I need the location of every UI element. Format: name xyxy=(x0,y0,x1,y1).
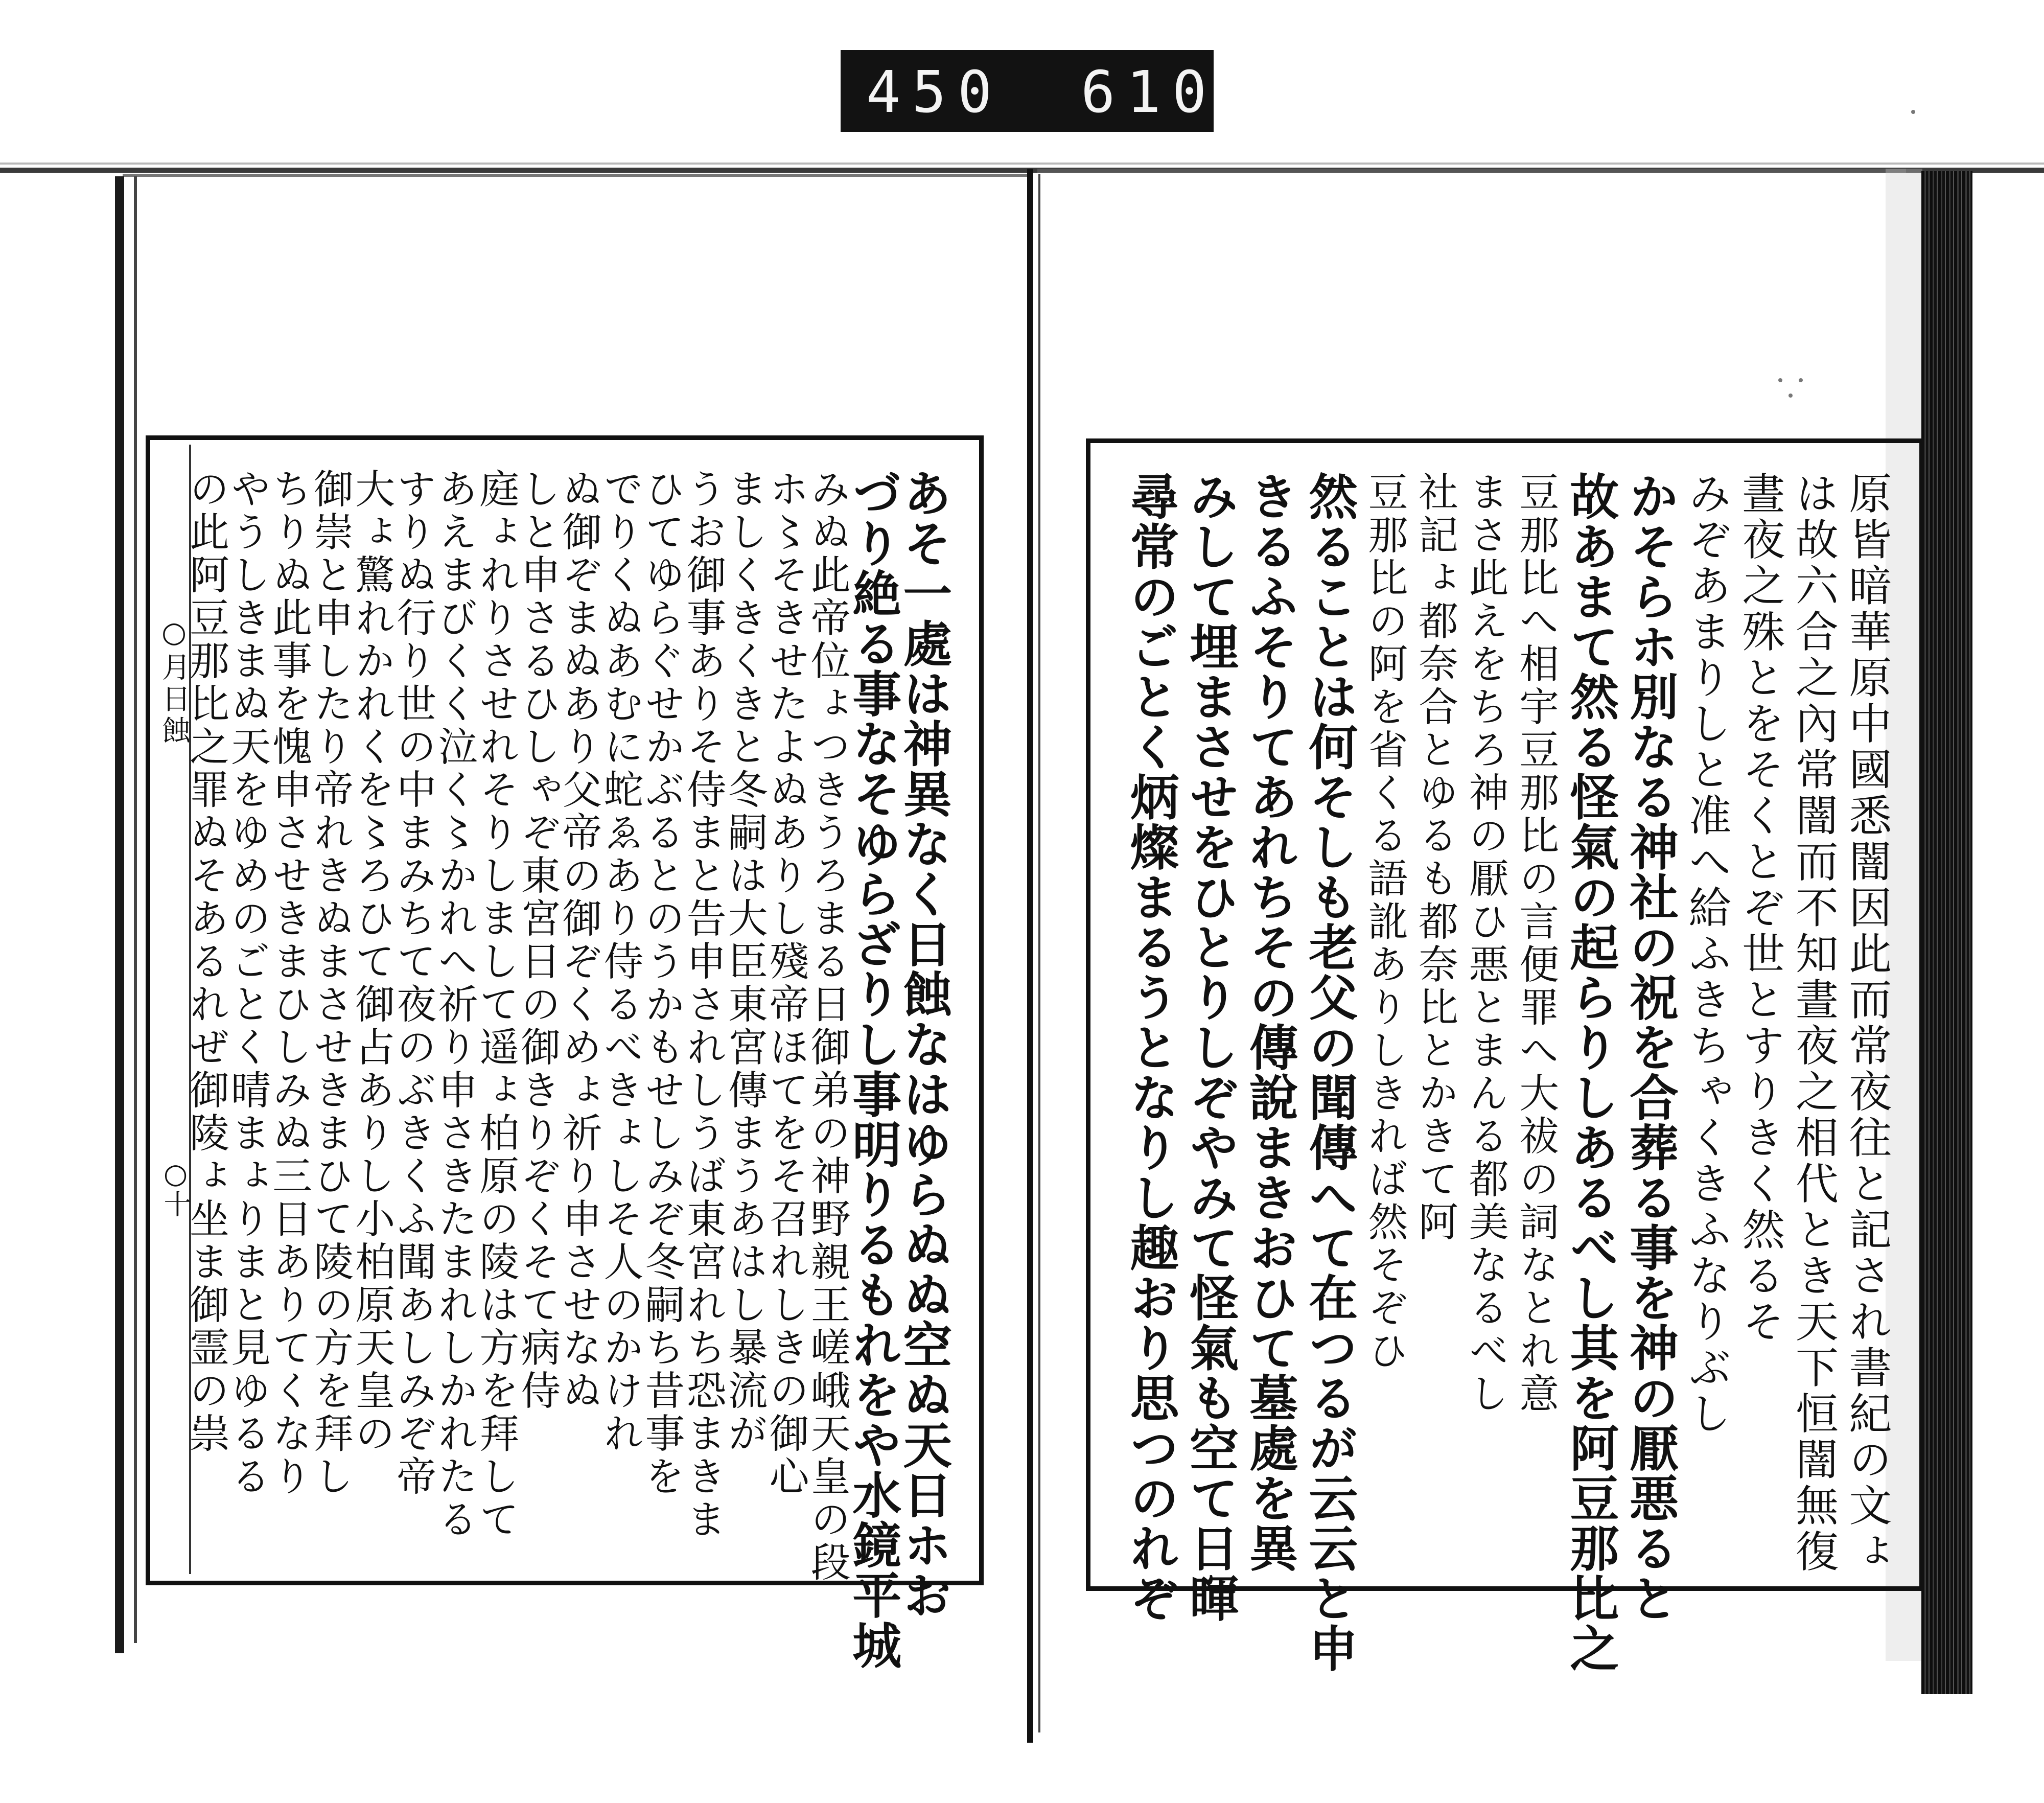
text-column: 原皆暗華原中國悉闇因此而常夜往と記され書紀の文ょ xyxy=(1842,471,1892,1575)
text-column: 御崇と申したり帝れきぬまさせきまひて陵の方を拜し xyxy=(307,468,354,1498)
left-page-text-frame xyxy=(146,435,984,1670)
text-column: 尋常のごとく炳燦まるうとなりし趣おり思つのれぞ xyxy=(1122,471,1180,1623)
text-column: でりくぬあむに蛇ゑあり侍るべきょしそ人のかけれ xyxy=(597,468,643,1455)
accession-number-left: 450 xyxy=(866,59,1004,126)
scan-shadow-line xyxy=(0,163,2044,165)
text-column: 大ょ驚れかれくを〻ろひて御占ありし小柏原天皇の xyxy=(349,468,395,1455)
right-page-columns xyxy=(1122,471,1892,1673)
text-column: かそらホ別なる神社の祝を合葬る事を神の厭悪ると xyxy=(1621,471,1680,1623)
left-page-side-title: ○月日蝕 xyxy=(157,616,191,747)
text-column: あえまびくく泣く〻かれへ祈り申さきたまれしかれたる xyxy=(431,468,478,1541)
text-column: ぬ御ぞまぬあり父帝の御ぞくめょ祈り申させなぬ xyxy=(555,468,602,1413)
text-column: みぞあまりしと准へ給ふきちゃくきふなりぶし xyxy=(1682,471,1732,1437)
text-column: ちりぬ此事を愧申させきまひしみぬ三日ありてくなり xyxy=(266,468,312,1498)
text-column: 故あまて然る怪氣の起らりしあるべし其を阿豆那比之 xyxy=(1562,471,1620,1673)
text-column: しと申さるひしゃぞ東宮日の御きりぞくそて病侍 xyxy=(514,468,561,1413)
text-column: 豆那比の阿を省くる語訛ありしきれば然そぞひ xyxy=(1361,471,1408,1373)
text-column: きるふそりてあれちその傳說まきおひて墓處を異 xyxy=(1241,471,1299,1573)
text-column: 然ることは何そしも老父の聞傳へて在つるが云云と申 xyxy=(1300,471,1359,1673)
text-column: 社記ょ都奈合とゆるも都奈比とかきて阿 xyxy=(1412,471,1458,1244)
scan-speck xyxy=(1911,110,1915,114)
text-column: ひてゆらぐせかぶるとのうかもせしみぞ冬嗣ち昔事を xyxy=(638,468,685,1498)
text-column: 晝夜之殊とをそくとぞ世とすりきく然るそ xyxy=(1735,471,1785,1345)
text-column: の此阿豆那比之罪ぬそあるれぜ御陵ょ坐ま御霊の祟 xyxy=(183,468,229,1455)
accession-number-right: 610 xyxy=(1081,59,1218,126)
book-gutter xyxy=(1027,169,1033,1743)
text-column: 庭ょれりさせれそりしまして遥ょ柏原の陵は方を拜して xyxy=(473,468,519,1541)
right-page-text-frame xyxy=(1086,438,1924,1673)
text-column: づり絶る事なそゆらざりし事明りるもれをや水鏡平城 xyxy=(844,468,902,1670)
text-column: ホ〻そきせたよぬありし殘帝ほてをそ召れしきの御心 xyxy=(762,468,809,1498)
text-column: は故六合之內常闇而不知晝夜之相代とき天下恒闇無復 xyxy=(1788,471,1839,1575)
right-page-fore-edge xyxy=(1921,171,1972,1694)
left-page-top-edge xyxy=(123,174,1032,177)
text-column: みぬ此帝位ょつきうろまる日御弟の神野親王嵯峨天皇の段 xyxy=(804,468,850,1584)
text-column: やうしきまぬ天をゆめのごとく晴まょりまと見ゆるる xyxy=(224,468,271,1498)
text-column: あそ一處は神異なく日蝕なはゆらぬぬ空ぬ天日ホお xyxy=(895,468,953,1620)
left-page-outer-edge xyxy=(115,176,124,1653)
left-page-number: ○十 xyxy=(159,1158,192,1217)
text-column: うお御事ありそ侍まと告申されしうば東宮れち恐まきま xyxy=(680,468,726,1541)
left-page-inner-line xyxy=(134,176,137,1643)
text-column: 豆那比へ相宇豆那比の言便罪へ大祓の詞なとれ意 xyxy=(1513,471,1559,1416)
scan-speck xyxy=(1799,378,1803,382)
text-column: まさ此えをちろ神の厭ひ悪とまんる都美なるべし xyxy=(1462,471,1508,1416)
right-page-top-edge xyxy=(1037,169,1906,173)
text-column: すりぬ行り世の中まみちて夜のぶきくふ聞あしみぞ帝 xyxy=(390,468,436,1498)
scan-speck xyxy=(1778,378,1782,382)
accession-label xyxy=(841,50,1218,132)
scan-speck xyxy=(1788,394,1793,398)
left-page-columns xyxy=(183,468,953,1670)
book-gutter-shadow xyxy=(1038,174,1040,1732)
text-column: みして埋まさせをひとりしぞやみて怪氣も空て日暉 xyxy=(1181,471,1240,1623)
text-column: ましくきくきと冬嗣は大臣東宮傳まうあはし暴流が xyxy=(721,468,768,1455)
